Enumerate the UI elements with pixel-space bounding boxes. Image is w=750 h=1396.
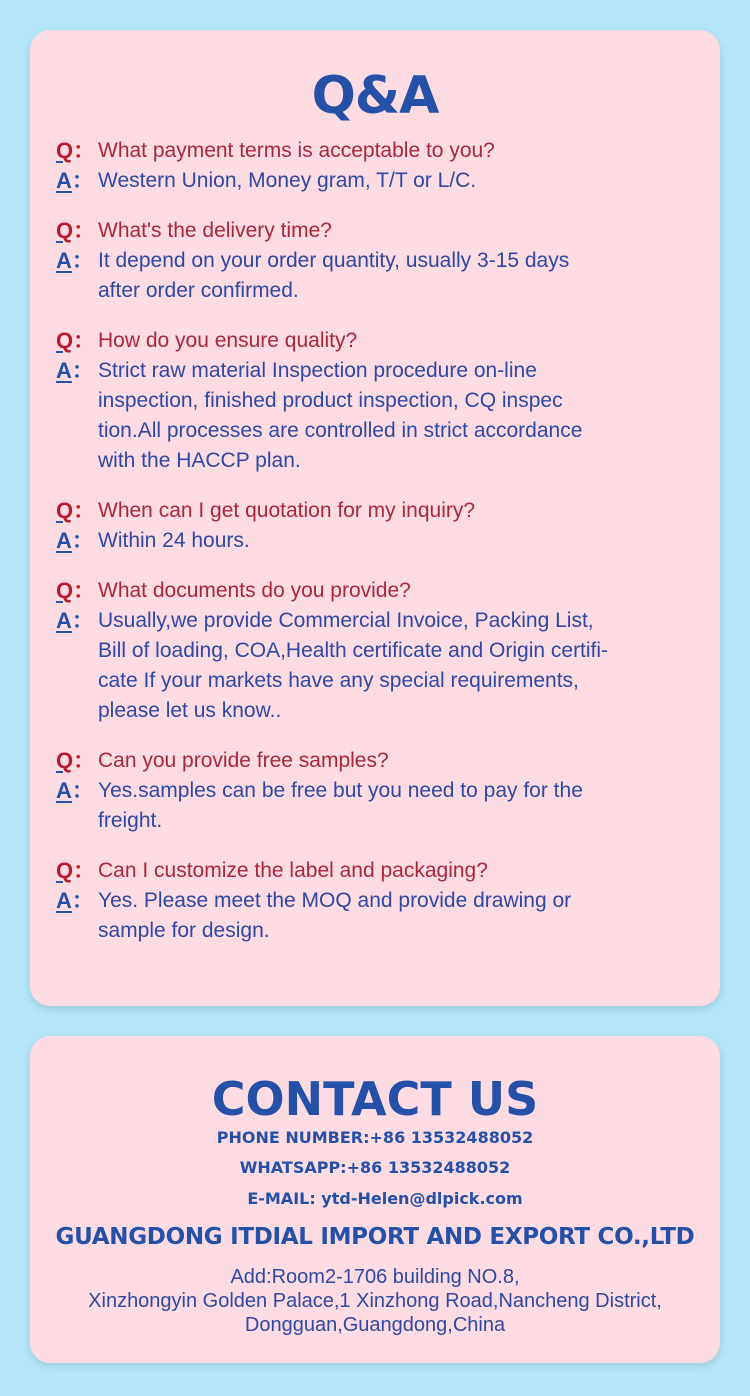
email-address: E-MAIL: ytd-Helen@dlpick.com: [247, 1189, 523, 1208]
question-line: [56, 136, 720, 166]
answer-indent: [56, 446, 98, 476]
qa-item: [56, 326, 720, 476]
answer-letter: A: [56, 248, 72, 273]
phone-number: PHONE NUMBER:+86 13532488052: [216, 1128, 534, 1147]
question-separator: ：: [73, 748, 96, 773]
answer-text: after order confirmed.: [98, 279, 299, 302]
answer-separator: ：: [71, 888, 94, 913]
answer-marker: [56, 886, 98, 916]
answer-line: [56, 696, 720, 726]
address-line-2: Xinzhongyin Golden Palace,1 Xinzhong Road,Nancheng District,: [88, 1290, 662, 1312]
question-marker: [56, 326, 98, 356]
answer-indent: [56, 666, 98, 696]
question-text: Can I customize the label and packaging?: [98, 859, 488, 882]
question-marker: [56, 136, 98, 166]
question-line: [56, 216, 720, 246]
answer-marker: [56, 606, 98, 636]
qa-item: [56, 136, 720, 196]
contact-card: [30, 1036, 720, 1363]
answer-text: Strict raw material Inspection procedure on-line: [98, 359, 537, 382]
answer-indent: [56, 916, 98, 946]
answer-line: [56, 246, 720, 276]
answer-text: freight.: [98, 809, 163, 832]
question-letter: Q: [56, 138, 74, 163]
answer-text: please let us know..: [98, 699, 282, 722]
answer-text: It depend on your order quantity, usually 3-15 days: [98, 249, 570, 272]
question-line: [56, 576, 720, 606]
address-line-1: Add:Room2-1706 building NO.8,: [230, 1266, 520, 1288]
question-text: What's the delivery time?: [98, 219, 332, 242]
qa-item: [56, 216, 720, 306]
answer-separator: ：: [71, 608, 94, 633]
qa-item: [56, 576, 720, 726]
answer-letter: A: [56, 888, 72, 913]
answer-indent: [56, 416, 98, 446]
answer-text: inspection, finished product inspection, CQ inspec: [98, 389, 563, 412]
answer-text: Western Union, Money gram, T/T or L/C.: [98, 169, 477, 192]
contact-title: CONTACT US: [211, 1072, 539, 1126]
answer-indent: [56, 276, 98, 306]
answer-line: [56, 916, 720, 946]
question-text: What payment terms is acceptable to you?: [98, 139, 495, 162]
question-marker: [56, 746, 98, 776]
answer-text: Usually,we provide Commercial Invoice, Packing List,: [98, 609, 594, 632]
answer-line: [56, 886, 720, 916]
answer-line: [56, 776, 720, 806]
question-letter: Q: [56, 328, 74, 353]
whatsapp-number: WHATSAPP:+86 13532488052: [239, 1158, 511, 1177]
answer-separator: ：: [71, 168, 94, 193]
question-marker: [56, 496, 98, 526]
answer-text: Yes.samples can be free but you need to pay for the: [98, 779, 583, 802]
question-line: [56, 496, 720, 526]
answer-separator: ：: [71, 358, 94, 383]
answer-line: [56, 166, 720, 196]
qa-title: Q&A: [311, 66, 439, 126]
answer-indent: [56, 696, 98, 726]
answer-text: tion.All processes are controlled in strict accordance: [98, 419, 583, 442]
question-text: What documents do you provide?: [98, 579, 411, 602]
answer-line: [56, 526, 720, 556]
question-letter: Q: [56, 218, 74, 243]
question-marker: [56, 856, 98, 886]
answer-marker: [56, 526, 98, 556]
question-separator: ：: [73, 578, 96, 603]
answer-separator: ：: [71, 778, 94, 803]
answer-text: cate If your markets have any special requirements,: [98, 669, 579, 692]
answer-line: [56, 386, 720, 416]
question-text: When can I get quotation for my inquiry?: [98, 499, 476, 522]
answer-letter: A: [56, 358, 72, 383]
question-text: Can you provide free samples?: [98, 749, 389, 772]
answer-indent: [56, 806, 98, 836]
answer-text: sample for design.: [98, 919, 270, 942]
answer-line: [56, 446, 720, 476]
answer-marker: [56, 776, 98, 806]
qa-card: [30, 30, 720, 1006]
question-letter: Q: [56, 748, 74, 773]
answer-separator: ：: [71, 248, 94, 273]
answer-line: [56, 276, 720, 306]
answer-line: [56, 806, 720, 836]
question-marker: [56, 576, 98, 606]
question-marker: [56, 216, 98, 246]
answer-letter: A: [56, 778, 72, 803]
question-line: [56, 326, 720, 356]
answer-letter: A: [56, 528, 72, 553]
question-separator: ：: [73, 858, 96, 883]
answer-line: [56, 666, 720, 696]
question-separator: ：: [73, 138, 96, 163]
answer-indent: [56, 636, 98, 666]
answer-line: [56, 636, 720, 666]
qa-item: [56, 496, 720, 556]
answer-line: [56, 416, 720, 446]
question-separator: ：: [73, 498, 96, 523]
question-line: [56, 746, 720, 776]
answer-separator: ：: [71, 528, 94, 553]
question-separator: ：: [73, 218, 96, 243]
answer-text: Yes. Please meet the MOQ and provide drawing or: [98, 889, 572, 912]
company-name: GUANGDONG ITDIAL IMPORT AND EXPORT CO.,LTD: [55, 1224, 695, 1250]
answer-indent: [56, 386, 98, 416]
qa-item: [56, 856, 720, 946]
answer-text: with the HACCP plan.: [98, 449, 301, 472]
answer-text: Within 24 hours.: [98, 529, 250, 552]
qa-list: [56, 136, 720, 946]
address-line-3: Dongguan,Guangdong,China: [244, 1314, 506, 1336]
answer-letter: A: [56, 608, 72, 633]
question-text: How do you ensure quality?: [98, 329, 358, 352]
answer-marker: [56, 246, 98, 276]
answer-text: Bill of loading, COA,Health certificate and Origin certifi-: [98, 639, 609, 662]
answer-line: [56, 606, 720, 636]
question-letter: Q: [56, 578, 74, 603]
qa-item: [56, 746, 720, 836]
answer-marker: [56, 356, 98, 386]
answer-marker: [56, 166, 98, 196]
question-line: [56, 856, 720, 886]
answer-line: [56, 356, 720, 386]
question-letter: Q: [56, 498, 74, 523]
answer-letter: A: [56, 168, 72, 193]
question-letter: Q: [56, 858, 74, 883]
question-separator: ：: [73, 328, 96, 353]
